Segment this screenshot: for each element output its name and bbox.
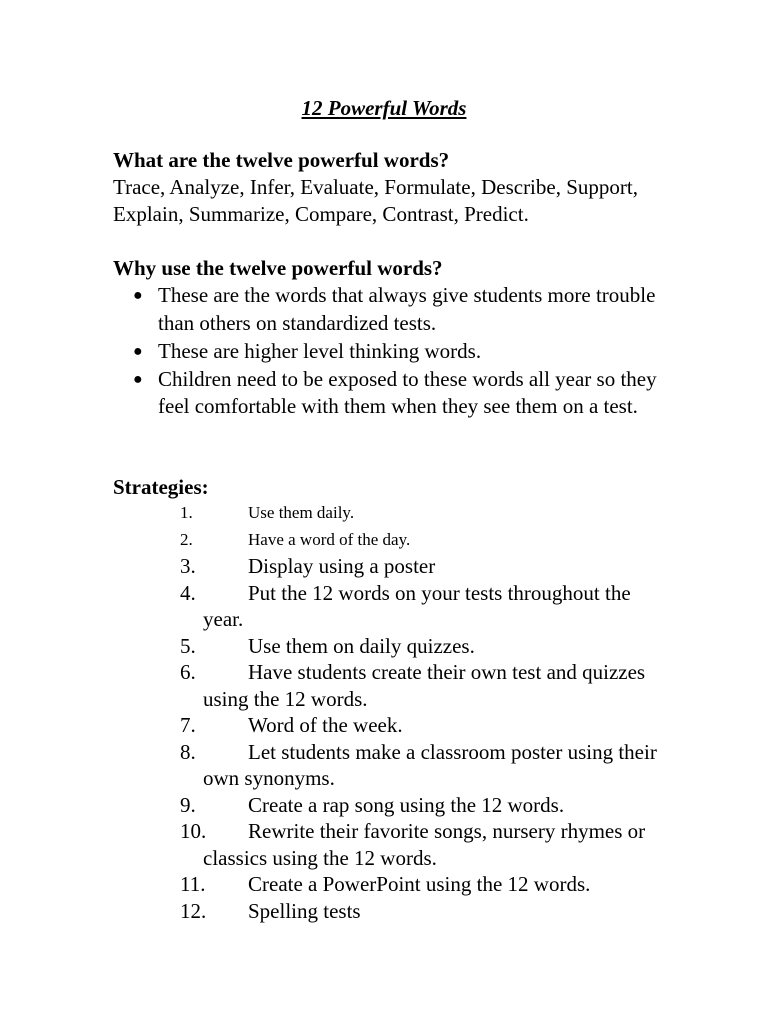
- strategy-number: 11.: [180, 872, 206, 896]
- strategy-text: Have a word of the day.: [248, 529, 411, 549]
- bullet-text: These are the words that always give students more trouble than others on standardized tests.: [158, 283, 656, 335]
- strategy-text: Put the 12 words on your tests throughout the year.: [203, 580, 631, 631]
- strategy-text: Display using a poster: [248, 554, 436, 578]
- strategy-text: Spelling tests: [248, 898, 361, 923]
- strategies-list: [180, 500, 660, 924]
- section-strategies-heading: Strategies:: [113, 475, 209, 499]
- why-bullet-list: [113, 282, 713, 421]
- strategy-item: [180, 739, 660, 792]
- strategy-item: [180, 500, 660, 527]
- strategy-item: [180, 633, 660, 660]
- bullet-dot-icon: ●: [133, 342, 143, 360]
- strategy-item: [180, 527, 660, 554]
- strategy-number: 1.: [180, 503, 193, 522]
- strategy-number: 7.: [180, 713, 196, 737]
- strategy-number: 8.: [180, 739, 196, 764]
- strategy-number: 6.: [180, 660, 196, 684]
- strategy-item: [180, 792, 660, 819]
- section-why: [113, 255, 713, 421]
- bullet-dot-icon: ●: [133, 370, 143, 388]
- strategy-number: 9.: [180, 792, 196, 817]
- strategy-item: [180, 580, 660, 633]
- strategy-item: [180, 553, 660, 580]
- strategy-number: 3.: [180, 554, 196, 578]
- strategy-text: Rewrite their favorite songs, nursery rhymes or classics using the 12 words.: [203, 819, 646, 870]
- strategy-item: [180, 871, 660, 898]
- strategy-text: Use them on daily quizzes.: [248, 633, 475, 658]
- strategy-number: 4.: [180, 580, 196, 605]
- section-why-heading: Why use the twelve powerful words?: [113, 256, 443, 280]
- section-what-heading: What are the twelve powerful words?: [113, 148, 450, 172]
- bullet-item: [113, 282, 658, 337]
- strategy-text: Word of the week.: [248, 713, 403, 737]
- strategy-text: Let students make a classroom poster using their own synonyms.: [203, 739, 657, 790]
- section-what-text: Trace, Analyze, Infer, Evaluate, Formulate, Describe, Support, Explain, Summarize, Compare, Contrast, Predict.: [113, 175, 638, 226]
- strategy-text: Create a rap song using the 12 words.: [248, 792, 565, 817]
- bullet-text: These are higher level thinking words.: [158, 338, 482, 363]
- bullet-dot-icon: ●: [133, 287, 143, 304]
- bullet-text: Children need to be exposed to these words all year so they feel comfortable with them when they see them on a test.: [158, 366, 657, 418]
- section-what: [113, 147, 713, 228]
- strategy-number: 10.: [180, 819, 207, 843]
- section-strategies: [113, 474, 713, 501]
- bullet-item: [113, 338, 658, 366]
- strategy-number: 12.: [180, 898, 207, 923]
- strategy-item: [180, 712, 660, 739]
- strategy-item: [180, 818, 660, 871]
- strategy-number: 2.: [180, 529, 193, 549]
- bullet-item: [113, 366, 658, 421]
- document-title: 12 Powerful Words: [301, 96, 467, 120]
- strategy-text: Have students create their own test and quizzes using the 12 words.: [203, 660, 646, 711]
- strategy-number: 5.: [180, 633, 196, 658]
- strategy-item: [180, 898, 660, 925]
- strategy-text: Use them daily.: [248, 503, 355, 522]
- strategy-text: Create a PowerPoint using the 12 words.: [248, 872, 591, 896]
- strategy-item: [180, 659, 660, 712]
